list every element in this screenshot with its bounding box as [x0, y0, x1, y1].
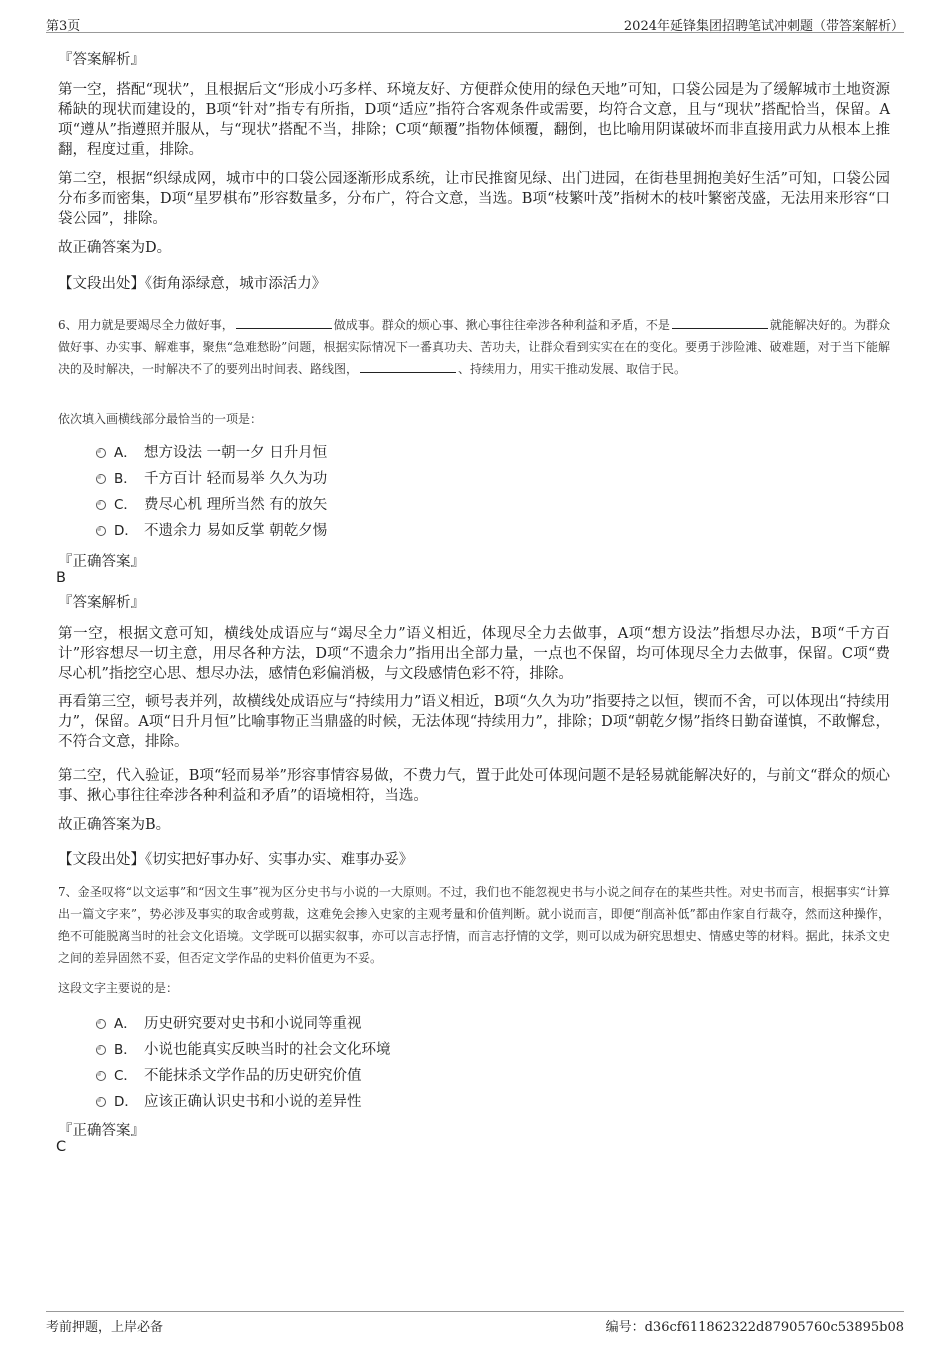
- q7-option-c[interactable]: C． 不能抹杀文学作品的历史研究价值: [96, 1063, 391, 1089]
- q6-option-c[interactable]: C． 费尽心机 理所当然 有的放矢: [96, 492, 327, 518]
- page-header: [46, 12, 904, 33]
- q6-stem-part-d: 、持续用力，用实干推动发展、取信于民。: [458, 362, 687, 376]
- q5-analysis-p1: 第一空，搭配“现状”，且根据后文“形成小巧多样、环境友好、方便群众使用的绿色天地”可知，口袋公园是为了缓解城市土地资源稀缺的现状而建设的，B项“针对”指专有所指，D项“适应”指符合客观条件或需要，均符合文意，且与“现状”搭配恰当，保留。A项“遵从”指遵照并服从，与“现状”搭配不当，排除；C项“颠覆”指物体倾覆，翻倒，也比喻用阴谋破坏而非直接用武力从根本上推翻，程度过重，排除。: [58, 82, 890, 158]
- radio-icon[interactable]: [96, 1045, 106, 1055]
- q6-conclusion: 故正确答案为B。: [58, 817, 171, 833]
- radio-icon[interactable]: [96, 526, 106, 536]
- q7-answer-label: 『正确答案』: [58, 1123, 145, 1139]
- q7-prompt: 这段文字主要说的是：: [58, 981, 179, 995]
- q7-option-d[interactable]: D． 应该正确认识史书和小说的差异性: [96, 1089, 391, 1115]
- radio-icon[interactable]: [96, 500, 106, 510]
- footer-slogan: 考前押题，上岸必备: [46, 1320, 164, 1335]
- radio-icon[interactable]: [96, 1019, 106, 1029]
- q5-analysis-label: 『答案解析』: [58, 52, 145, 68]
- q6-analysis-p3: 第二空，代入验证，B项“轻而易举”形容事情容易做，不费力气，置于此处可体现问题不是轻易就能解决好的，与前文“群众的烦心事、揪心事往往牵涉各种利益和矛盾”的语境相符，当选。: [58, 768, 890, 804]
- q6-option-b[interactable]: B． 千方百计 轻而易举 久久为功: [96, 466, 327, 492]
- q6-stem-part-c: 就能解决好的。为群众做好事、办实事、解难事，聚焦“急难愁盼”问题，根据实际情况下一番真功夫、苦功夫，让群众看到实实在在的变化。要勇于涉险滩、破难题，对于当下能解决的及时解决，一时解决不了的要列出时间表、路线图，: [58, 318, 890, 376]
- q6-analysis-p1: 第一空，根据文意可知，横线处成语应与“竭尽全力”语义相近，体现尽全力去做事，A项“想方设法”指想尽办法，B项“千方百计”形容想尽一切主意，用尽各种方法，D项“不遗余力”指用出全部力量，一点也不保留，均可体现尽全力去做事，保留。C项“费尽心机”指挖空心思、想尽办法，感情色彩偏消极，与文段感情色彩不符，排除。: [58, 626, 890, 682]
- q6-answer: B: [56, 570, 66, 586]
- q6-answer-label: 『正确答案』: [58, 554, 145, 570]
- page-number: 第3页: [46, 19, 81, 34]
- radio-icon[interactable]: [96, 448, 106, 458]
- q6-analysis-label: 『答案解析』: [58, 595, 145, 611]
- q7-option-a[interactable]: A． 历史研究要对史书和小说同等重视: [96, 1011, 391, 1037]
- q5-analysis-p2: 第二空，根据“织绿成网，城市中的口袋公园逐渐形成系统，让市民推窗见绿、出门进园，在街巷里拥抱美好生活”可知，口袋公园分布多而密集，D项“星罗棋布”形容数量多，分布广，符合文意，当选。B项“枝繁叶茂”指树木的枝叶繁密茂盛，无法用来形容“口袋公园”，排除。: [58, 171, 890, 227]
- fill-blank-1: [236, 316, 332, 329]
- radio-icon[interactable]: [96, 474, 106, 484]
- q6-option-d[interactable]: D． 不遗余力 易如反掌 朝乾夕惕: [96, 518, 327, 544]
- q5-conclusion: 故正确答案为D。: [58, 240, 172, 256]
- q6-analysis-p2: 再看第三空，顿号表并列，故横线处成语应与“持续用力”语义相近，B项“久久为功”指要持之以恒，锲而不舍，可以体现出“持续用力”，保留。A项“日升月恒”比喻事物正当鼎盛的时候，无法体现“持续用力”，排除；D项“朝乾夕惕”指终日勤奋谨慎，不敢懈怠，不符合文意，排除。: [58, 694, 890, 750]
- q7-stem: 7、金圣叹将“以文运事”和“因文生事”视为区分史书与小说的一大原则。不过，我们也不能忽视史书与小说之间存在的某些共性。对史书而言，根据事实“计算出一篇文字来”，势必涉及事实的取舍或剪裁，这难免会掺入史家的主观考量和价值判断。就小说而言，即便“削高补低”都由作家自行裁夺，然而这种操作，绝不可能脱离当时的社会文化语境。文学既可以据实叙事，亦可以言志抒情，而言志抒情的文学，则可以成为研究思想史、情感史等的材料。据此，抹杀文史之间的差异固然不妥，但否定文学作品的史料价值更为不妥。: [58, 885, 890, 965]
- q6-prompt: 依次填入画横线部分最恰当的一项是：: [58, 412, 263, 426]
- radio-icon[interactable]: [96, 1097, 106, 1107]
- q6-option-a[interactable]: A． 想方设法 一朝一夕 日升月恒: [96, 440, 327, 466]
- footer-serial: 编号：d36cf611862322d87905760c53895b08: [605, 1320, 904, 1335]
- q7-option-b[interactable]: B． 小说也能真实反映当时的社会文化环境: [96, 1037, 391, 1063]
- q6-stem: [58, 314, 890, 380]
- q5-source: 【文段出处】《街角添绿意，城市添活力》: [58, 276, 327, 292]
- q6-stem-part-a: 6、用力就是要竭尽全力做好事，: [58, 318, 234, 332]
- q7-options: [96, 1011, 391, 1115]
- q6-stem-part-b: 做成事。群众的烦心事、揪心事往往牵涉各种利益和矛盾，不是: [333, 318, 670, 332]
- q7-answer: C: [56, 1139, 67, 1155]
- radio-icon[interactable]: [96, 1071, 106, 1081]
- q6-options: [96, 440, 327, 544]
- fill-blank-2: [672, 316, 768, 329]
- document-title: 2024年延锋集团招聘笔试冲刺题（带答案解析）: [623, 19, 904, 34]
- page-footer: [46, 1311, 904, 1334]
- q6-source: 【文段出处】《切实把好事办好、实事办实、难事办妥》: [58, 852, 414, 868]
- fill-blank-3: [360, 360, 456, 373]
